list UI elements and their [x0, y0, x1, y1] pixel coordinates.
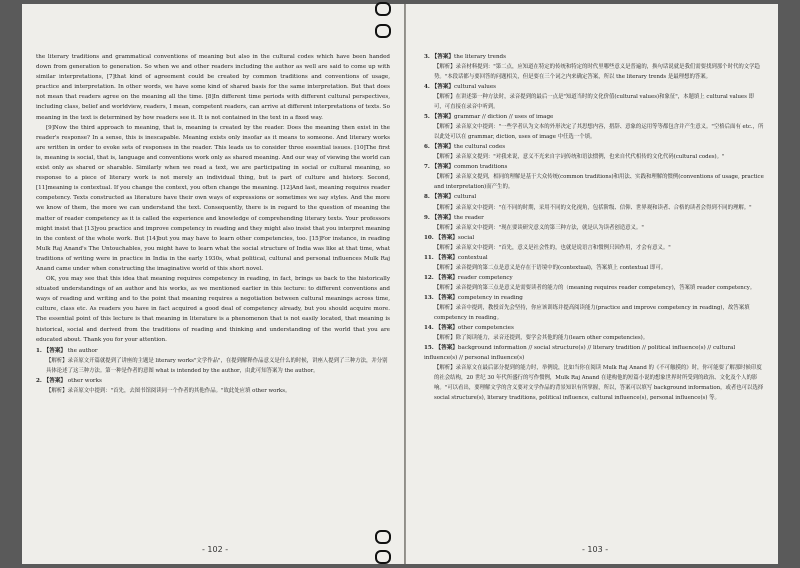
answer-explanation: 【解析】录音提到的第三点是意义是需要读者的能力的（meaning requires reader competency)，答案填 reader competency。: [434, 284, 756, 291]
answer-tag: 【答案】: [435, 325, 458, 332]
left-page: [22, 4, 404, 564]
answer-explanation: 【解析】除了阅读能力，录音还提到，要学会其他的能力(learn other competencies)。: [434, 335, 649, 342]
answer-text: reader competency: [457, 274, 513, 281]
answer-explanation: 【解析】录音材料提到："第二点，应知道在特定的传统和特定的时代里哪些意义是普遍的，换句话说就是我们需要找到那个时代的文学趋势。"本段话都与要回答的问题相关，但是要在三个词之内来确定答案，所以 the literary trends 是最理想的答案。: [434, 64, 760, 81]
binder-clip-icon: [375, 24, 391, 38]
answer-item: [424, 273, 764, 293]
answer-explanation: 【解析】录音原文中提到："首先，去图书馆阅读同一个作者的其他作品。"故此处应填 other works。: [46, 387, 291, 394]
answer-tag: 【答案】: [435, 234, 458, 241]
answer-item: [424, 162, 764, 192]
answer-item: [424, 142, 764, 162]
answer-number: 15.: [424, 345, 434, 352]
answer-text: the literary trends: [454, 54, 506, 60]
answer-number: 3.: [424, 54, 430, 60]
answer-explanation: 【解析】录音原文在最后部分提到的能力时，举例说，比如当你在阅读 Mulk Raj Anand 的《不可触摸的》时，你可能要了解那时候印度的社会结构，20 世纪 30 年代所盛行的写作惯例，Mulk Raj Anand 在建构他的短篇小说的想象世界时所受到的政治、文化及个人的影响。"可以看出，要理解文学的含义要对文学作品的背景知识有所掌握，所以，答案可以填写 background information，或者也可以选择 social structure(s), literary traditions, political influence, cultural influence(s), personal influence(s) 等。: [434, 365, 764, 402]
page-number: - 102 -: [202, 545, 229, 554]
answer-explanation: 【解析】录音中提到，教授首先会坚持，你应该训练并提高阅读能力(practice and improve competency in reading)，故答案填 competency in reading。: [434, 305, 750, 322]
answer-explanation: 【解析】录音原文提到："对我来说，意义不光来自字词传统和语法惯例，也来自代代相传的文化代码(cultural codes)。": [434, 154, 725, 161]
answer-text: contextual: [457, 254, 488, 261]
answer-text: other competencies: [457, 325, 514, 332]
right-page: [406, 4, 778, 564]
answer-number: 9.: [424, 214, 430, 221]
answer-number: 14.: [424, 325, 434, 332]
answer-tag: 【答案】: [435, 254, 458, 261]
answer-explanation: 【解析】录音原文中提到："首先，意义是社会性的，也就是说语言和惯例只因作用，才会有意义。": [434, 244, 671, 251]
answer-tag: 【答案】: [43, 347, 67, 354]
answer-text: competency in reading: [457, 294, 523, 301]
answer-tag: 【答案】: [435, 345, 458, 352]
lecture-paragraph-2: [9]Now the third approach to meaning, that is, meaning is created by the reader. Does the meaning then exist in the reader's response? In a sense, this is inescapable. Meaning exists only insofar as it means to someone. And literary works are written in order to evoke sets of responses in the reader. This leads us to consider three essential issues. [10]The first is, meaning is social, that is, language and conventions work only as shared meaning. And our way of viewing the world can exist only as shared or sharable. Similarly when we read a text, we are participating in social or cultural meaning, so response to a piece of literary work is not merely an individual thing, but is part of culture and history. Second, [11]meaning is contextual. If you change the context, you often change the meaning. [12]And last, meaning requires reader competency. Texts constructed as literature have their own ways of expressions or sometimes we say styles. And the more we know of them, the more we can understand the text. Consequently, there is in regard to the question of meaning the matter of reader competency as it is called the experience and knowledge of comprehending literary texts. Your professors might insist that [13]you practice and improve competency in reading and they might also insist that you interpret meaning in the context of the whole work. But [14]but you may have to learn other competencies, too. [15]For instance, in reading Mulk Raj Anand's The Untouchables, you might have to learn what the social structure of India was like at that time, what traditions of writing were in practice in India in the early 1930s, what political, cultural and personal influences Mulk Raj Anand came under when constructing the imaginative world of this short novel.: [36, 124, 390, 272]
answer-tag: 【答案】: [431, 84, 455, 91]
answer-tag: 【答案】: [43, 377, 67, 384]
answer-text: cultural values: [454, 84, 497, 91]
answer-tag: 【答案】: [431, 214, 455, 221]
answer-explanation: 【解析】录音原文开篇就提到了讲座的主题是 literary works"文学作品"，在提到解释作品意义是什么的时候，讲座人提到了三种方法，并分别具体论述了这三种方法。第一种是作者的意图 what is intended by the author，由此可知答案为 the author。: [46, 357, 388, 374]
binder-clip-icon: [375, 530, 391, 544]
answer-text: social: [457, 234, 475, 241]
answer-number: 11.: [424, 254, 434, 261]
answer-item: [424, 323, 764, 343]
answer-explanation: 【解析】录音原文中提到："在不同的时期，采用不同的文化视角，包括阶级、信仰、世界观和读者、合格的读者会得到不同的理解。": [434, 204, 752, 211]
answer-tag: 【答案】: [431, 164, 455, 171]
answer-tag: 【答案】: [431, 54, 455, 60]
binder-clip-icon: [375, 2, 391, 16]
answer-number: 1.: [36, 347, 42, 354]
answer-tag: 【答案】: [431, 194, 455, 201]
answer-explanation: 【解析】在讲述第一种方法时，录音提到的最后一点是"知道当时的文化价值(cultural values)和象征"，本题填上 cultural values 即可，可直接在录音中听到。: [434, 94, 754, 111]
answer-explanation: 【解析】录音原文提到，相同的理解是基于大众传统(common traditions)和用法、实践和理解的惯例(conventions of usage, practice and interpretation)而产生的。: [434, 174, 764, 191]
answer-text: cultural: [454, 194, 477, 201]
answer-item: [424, 52, 764, 82]
answer-item: [36, 346, 390, 376]
answer-text: other works: [67, 377, 102, 384]
answer-item: [424, 233, 764, 253]
page-number: - 103 -: [582, 545, 609, 554]
answer-number: 8.: [424, 194, 430, 201]
answer-item: [424, 253, 764, 273]
answer-number: 5.: [424, 114, 430, 121]
answer-number: 12.: [424, 274, 434, 281]
answer-text: the reader: [454, 214, 484, 221]
answer-item: [424, 213, 764, 233]
answer-text: background information // social structure(s) // literary tradition // political influence(s) // cultural influence(s) // personal influence(s): [424, 345, 736, 362]
answer-text: common traditions: [454, 164, 508, 171]
answer-text: the cultural codes: [454, 144, 506, 151]
binder-clip-icon: [375, 550, 391, 564]
answer-item: [36, 376, 390, 396]
answer-item: [424, 112, 764, 142]
answer-tag: 【答案】: [431, 114, 455, 121]
answer-item: [424, 293, 764, 323]
answer-number: 2.: [36, 377, 42, 384]
answer-tag: 【答案】: [435, 274, 458, 281]
answer-text: the author: [67, 347, 98, 354]
answer-item: [424, 343, 764, 403]
answer-number: 13.: [424, 294, 434, 301]
answer-number: 7.: [424, 164, 430, 171]
answer-explanation: 【解析】录音原文中提到："现在要谈研究意义的第三种方法，就是认为读者创造意义。": [434, 224, 644, 231]
answer-tag: 【答案】: [435, 294, 458, 301]
answer-tag: 【答案】: [431, 144, 455, 151]
answer-explanation: 【解析】录音提到的第二点是意义是存在于语境中的(contextual)，答案填上 contextual 即可。: [434, 264, 667, 271]
answer-item: [424, 192, 764, 212]
answer-item: [424, 82, 764, 112]
lecture-paragraph-1: the literary traditions and grammatical conventions of meaning but also in the cultural codes which have been handed down from generation to generation. So when we and other readers including the author as well are said to come up with similar interpretations, [7]that kind of agreement could be created by common traditions and conventions of usage, practice and interpretation. In other words, we have some kind of shared basis for the same interpretation. But that does not mean that readers agree on the meaning all the time. [8]In different time periods with different cultural perspectives, including class, belief and worldview, readers, I mean, competent readers, can arrive at different interpretations of texts. So meaning in the text is determined by how readers see it. It is not contained in the text in a fixed way.: [36, 54, 390, 121]
answer-number: 6.: [424, 144, 430, 151]
lecture-paragraph-3: OK, you may see that this idea that meaning requires competency in reading, in fact, brings us back to the historically situated understandings of an author and his works, as we mentioned earlier in this lecture: to different conventions and ways of reading and writing and to the point that meaning requires a negotiation between cultural meanings across time, culture, class etc. As readers you have in fact acquired a good deal of competency already, but you should acquire more. The essential point of this lecture is that meaning in literature is a phenomenon that is not easily located, that meaning is historical, social and derived from the traditions of reading and thinking and understanding of the world that you are educated about. Thank you for your attention.: [36, 276, 390, 343]
answer-explanation: 【解析】录音原文中提到："一些学者认为文本的外形决定了其思想内容，措辞、意象的运用等等都包含并产生意义。"空格后面有 etc.，所以此处可以在 grammar, diction, uses of image 中任选一个填。: [434, 124, 764, 141]
answer-number: 4.: [424, 84, 430, 91]
answer-number: 10.: [424, 234, 434, 241]
answer-list: [424, 52, 764, 403]
answer-text: grammar // diction // uses of image: [454, 114, 554, 121]
